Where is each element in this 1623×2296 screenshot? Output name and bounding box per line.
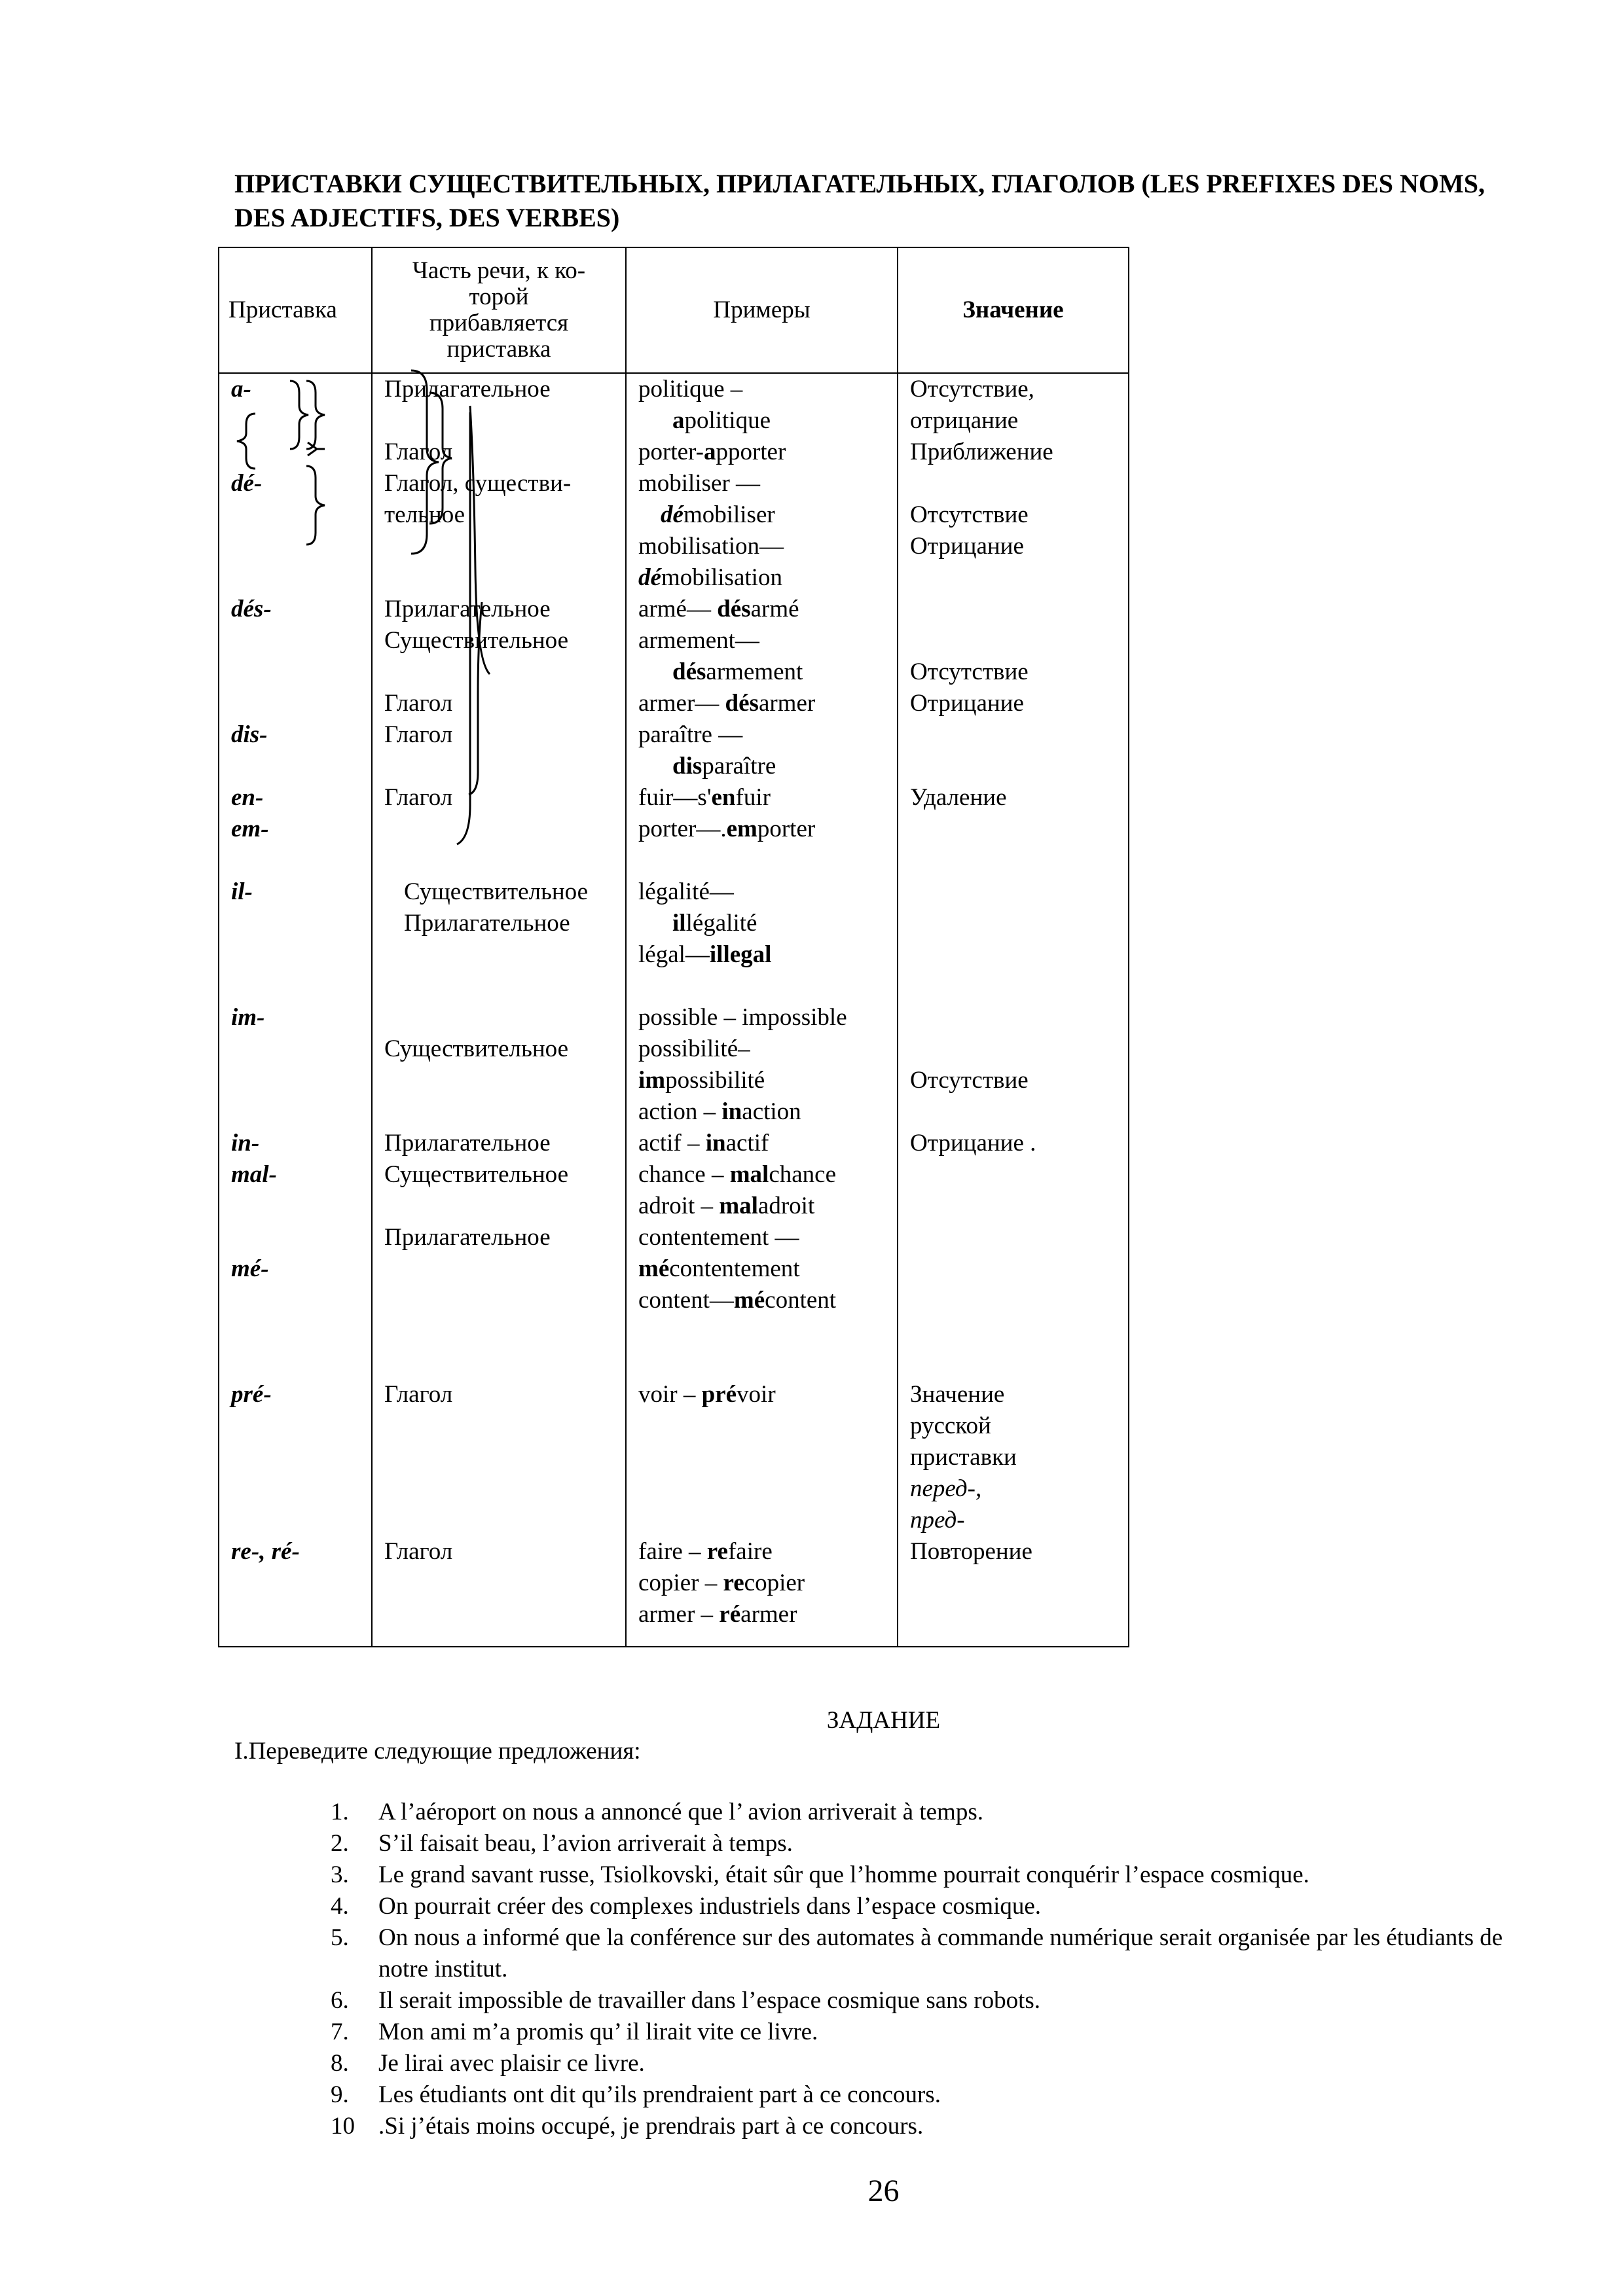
example-line: armer— désarmer [638, 690, 816, 717]
list-item-number: 10 [331, 2113, 355, 2140]
example-line: légalité— [638, 878, 734, 905]
prefix-dis: dis- [231, 721, 268, 748]
list-item-number: 9. [331, 2081, 349, 2108]
list-item [331, 2111, 1548, 2142]
example-line: contentement — [638, 1224, 799, 1251]
list-item-number: 5. [331, 1924, 349, 1951]
pos-adj: Прилагательное [384, 1130, 551, 1157]
pos-adj: Прилагательное [384, 1224, 551, 1251]
meaning-line: Отсутствие [910, 501, 1029, 528]
task-instruction: I.Переведите следующие предложения: [234, 1738, 641, 1765]
pos-verb: Глагол [384, 721, 453, 748]
example-line: armé— désarmé [638, 596, 799, 622]
header-prefix: Приставка [219, 247, 372, 373]
meaning-line: Значение [910, 1381, 1005, 1408]
list-item-number: 2. [331, 1830, 349, 1857]
list-item-text: Il serait impossible de travailler dans l’espace cosmique sans robots. [378, 1987, 1041, 2014]
list-item-text: A l’aéroport on nous a annoncé que l’ avion arriverait à temps. [378, 1799, 983, 1825]
example-line: voir – prévoir [638, 1381, 776, 1408]
task-title: ЗАДАНИЕ [826, 1707, 941, 1734]
example-line: disparaître [672, 753, 776, 780]
example-line: apolitique [672, 407, 771, 434]
pos-noun: Существительное [404, 878, 589, 905]
table-header-row [219, 247, 1129, 373]
pos-noun: Существительное [384, 1035, 569, 1062]
example-line: mécontentement [638, 1255, 800, 1282]
pos-verb: Глагол [384, 690, 453, 717]
pos-adj: Прилагательное [384, 596, 551, 622]
prefix-me: mé- [231, 1255, 269, 1282]
meaning-line: приставки [910, 1444, 1017, 1471]
pos-adj: Прилагательное [384, 376, 551, 403]
example-line: action – inaction [638, 1098, 801, 1125]
list-item [331, 1859, 1548, 1891]
list-item-text: S’il faisait beau, l’avion arriverait à temps. [378, 1830, 793, 1857]
pos-verb-noun-cont: тельное [384, 501, 465, 528]
list-item [331, 2079, 1548, 2111]
prefix-pre: pré- [231, 1381, 272, 1408]
example-line: démobiliser [661, 501, 775, 528]
list-item-number: 7. [331, 2018, 349, 2045]
example-line: paraître — [638, 721, 743, 748]
meaning-line: отрицание [910, 407, 1019, 434]
prefix-re: re-, ré- [231, 1538, 300, 1565]
meaning-line: Отсутствие [910, 1067, 1029, 1094]
list-item-text: On pourrait créer des complexes industriels dans l’espace cosmique. [378, 1893, 1042, 1920]
meaning-line: Отсутствие, [910, 376, 1034, 403]
example-line: démobilisation [638, 564, 782, 591]
header-pos-line: приставка [447, 336, 551, 363]
list-item-text: Je lirai avec plaisir ce livre. [378, 2050, 645, 2077]
list-item [331, 2017, 1548, 2048]
table-body-row [219, 373, 1129, 1647]
pos-verb: Глагол [384, 1381, 453, 1408]
example-line: faire – refaire [638, 1538, 773, 1565]
list-item [331, 1922, 1548, 1985]
pos-verb: Глагол [384, 439, 453, 465]
example-line: armer – réarmer [638, 1601, 797, 1628]
example-line: porter—.emporter [638, 816, 816, 842]
header-pos-line: прибавляется [429, 310, 569, 336]
meaning-line: пред- [910, 1507, 965, 1534]
example-line: chance – malchance [638, 1161, 837, 1188]
example-line: désarmement [672, 658, 803, 685]
prefix-en: en- [231, 784, 264, 811]
example-line: content—mécontent [638, 1287, 837, 1314]
page-number: 26 [867, 2174, 900, 2208]
prefix-de: dé- [231, 470, 263, 497]
list-item-text: Les étudiants ont dit qu’ils prendraient part à ce concours. [378, 2081, 941, 2108]
meaning-column [898, 373, 1129, 1647]
examples-column [626, 373, 898, 1647]
example-line: légal—illegal [638, 941, 772, 968]
list-item-number: 3. [331, 1861, 349, 1888]
example-line: copier – recopier [638, 1570, 805, 1596]
meaning-line: Отрицание [910, 533, 1024, 560]
list-item [331, 1797, 1548, 1828]
prefix-in: in- [231, 1130, 260, 1157]
example-line: porter-apporter [638, 439, 786, 465]
list-item [331, 1985, 1548, 2017]
example-line: armement— [638, 627, 759, 654]
example-line: mobilisation— [638, 533, 784, 560]
prefix-des: dés- [231, 596, 272, 622]
page-title: ПРИСТАВКИ СУЩЕСТВИТЕЛЬНЫХ, ПРИЛАГАТЕЛЬНЫХ, ГЛАГОЛОВ (LES PREFIXES DES NOMS, DES ADJECTIFS, DES VERBES) [234, 169, 1485, 232]
list-item [331, 1828, 1548, 1859]
prefix-em: em- [231, 816, 269, 842]
pos-adj: Прилагательное [404, 910, 570, 937]
meaning-line: Приближение [910, 439, 1053, 465]
meaning-line: Отрицание [910, 690, 1024, 717]
list-item-text: Mon ami m’a promis qu’ il lirait vite ce livre. [378, 2018, 818, 2045]
pos-verb: Глагол [384, 1538, 453, 1565]
example-line: possibilité– [638, 1035, 750, 1062]
meaning-line: Отсутствие [910, 658, 1029, 685]
meaning-line: Отрицание . [910, 1130, 1036, 1157]
pos-verb: Глагол [384, 784, 453, 811]
prefix-im: im- [231, 1004, 265, 1031]
header-part-of-speech [372, 247, 626, 373]
example-line: fuir—s'enfuir [638, 784, 771, 811]
header-examples: Примеры [626, 247, 898, 373]
meaning-line: Удаление [910, 784, 1007, 811]
prefix-mal: mal- [231, 1161, 277, 1188]
header-pos-line: торой [469, 283, 529, 310]
list-item-text: On nous a informé que la conférence sur des automates à commande numérique serait organisée par les étudiants de notre institut. [378, 1924, 1503, 1982]
example-line: actif – inactif [638, 1130, 769, 1157]
pos-verb-noun: Глагол, существи- [384, 470, 572, 497]
sentence-list [331, 1797, 1548, 2142]
header-meaning: Значение [898, 247, 1129, 373]
meaning-line: русской [910, 1412, 991, 1439]
list-item [331, 2048, 1548, 2079]
list-item-text: .Si j’étais moins occupé, je prendrais part à ce concours. [378, 2113, 924, 2140]
prefix-il: il- [231, 878, 253, 905]
header-pos-line: Часть речи, к ко- [412, 257, 586, 284]
example-line: illégalité [672, 910, 757, 937]
list-item-number: 8. [331, 2050, 349, 2077]
pos-noun: Существительное [384, 1161, 569, 1188]
part-of-speech-column [372, 373, 626, 1647]
list-item-number: 6. [331, 1987, 349, 2014]
prefix-table [218, 247, 1129, 1647]
example-line: politique – [638, 376, 743, 403]
list-item-text: Le grand savant russe, Tsiolkovski, était sûr que l’homme pourrait conquérir l’espace cosmique. [378, 1861, 1309, 1888]
example-line: adroit – maladroit [638, 1193, 815, 1219]
prefix-a: a- [231, 376, 251, 403]
list-item-number: 1. [331, 1799, 349, 1825]
list-item [331, 1891, 1548, 1922]
example-line: mobiliser — [638, 470, 761, 497]
pos-noun: Существительное [384, 627, 569, 654]
meaning-line: Повторение [910, 1538, 1032, 1565]
meaning-line: перед-, [910, 1475, 982, 1502]
example-line: possible – impossible [638, 1004, 847, 1031]
example-line: impossibilité [638, 1067, 765, 1094]
prefix-column [219, 373, 372, 1647]
list-item-number: 4. [331, 1893, 349, 1920]
